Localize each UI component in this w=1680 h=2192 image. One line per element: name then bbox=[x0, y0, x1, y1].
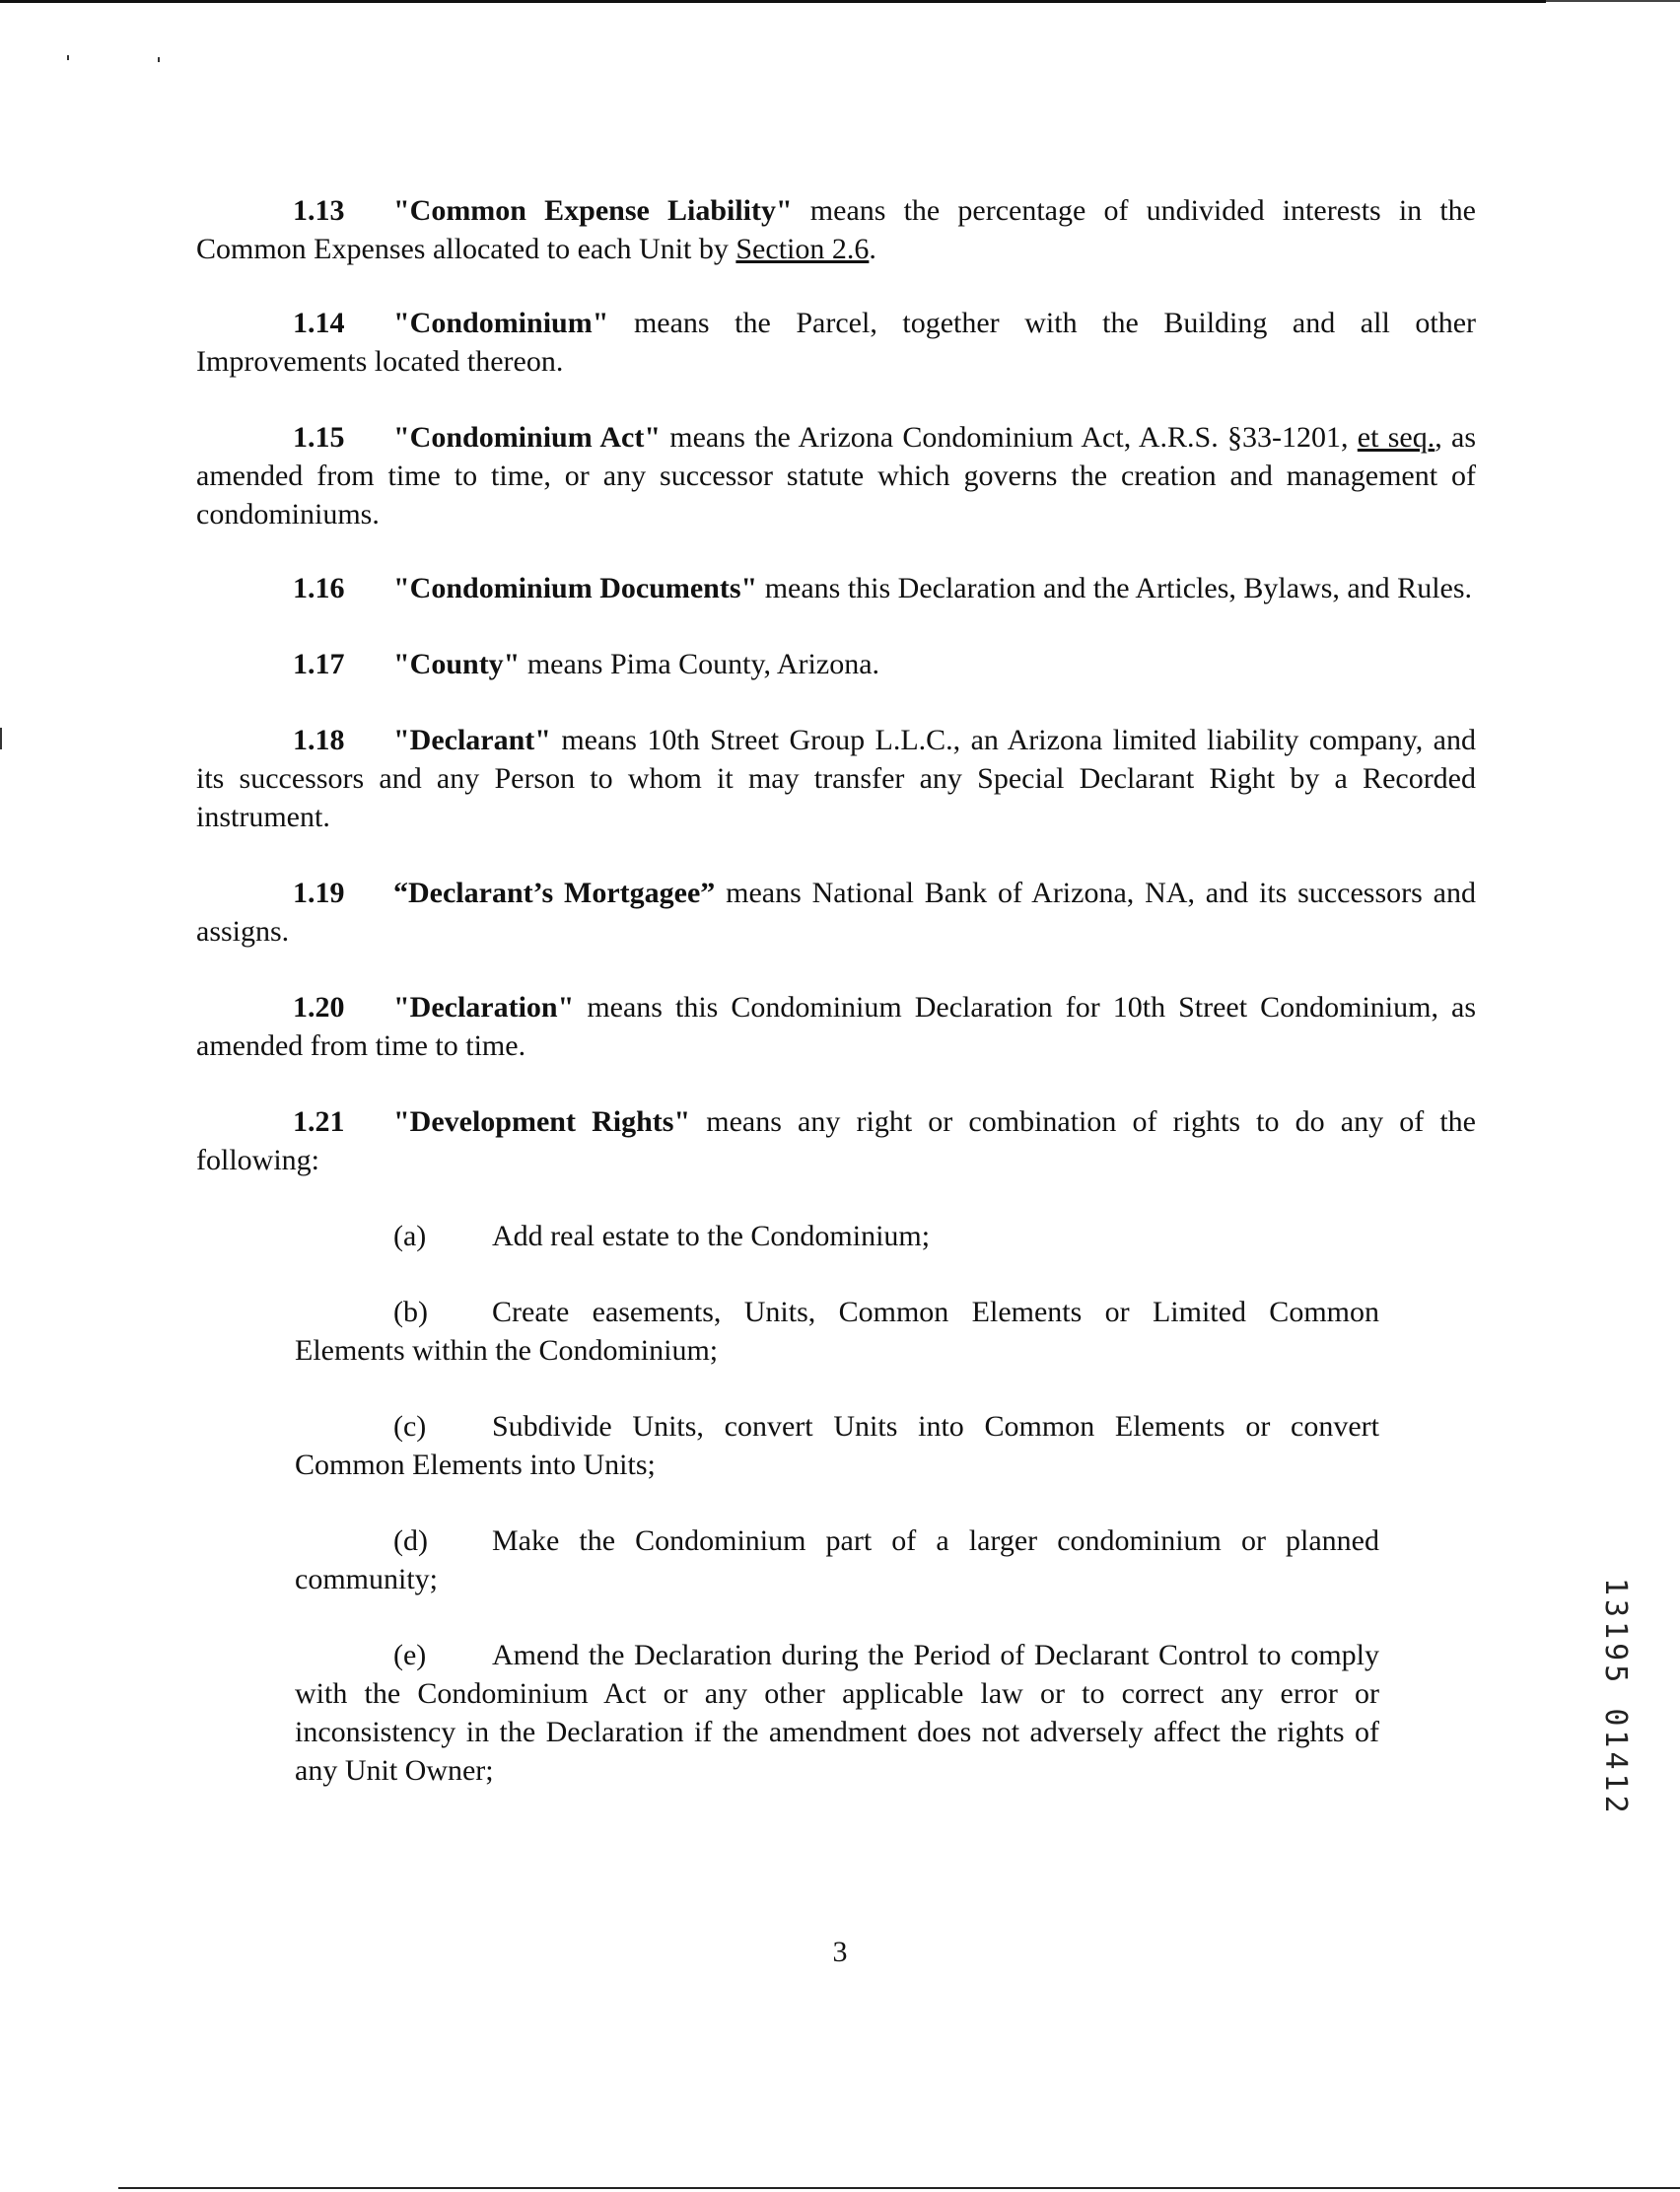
section-number: 1.17 bbox=[293, 648, 345, 680]
defined-term: “Declarant’s Mortgagee” bbox=[393, 877, 716, 909]
defined-term: "Condominium Act" bbox=[393, 421, 661, 454]
definition-1-17 bbox=[196, 645, 1476, 683]
sub-item-label: (e) bbox=[393, 1639, 427, 1671]
definition-1-15 bbox=[196, 418, 1476, 533]
definition-text: means National Bank of Arizona, NA, and its successors and assigns. bbox=[196, 877, 1476, 948]
definition-text: means Pima County, Arizona. bbox=[520, 648, 880, 680]
scan-bottom-border bbox=[118, 2187, 1680, 2189]
sub-item-text: Create easements, Units, Common Elements or Limited Common Elements within the Condominium; bbox=[295, 1296, 1379, 1367]
definition-1-21 bbox=[196, 1102, 1476, 1179]
definition-1-13 bbox=[196, 191, 1476, 268]
definition-text: means the Arizona Condominium Act, A.R.S. §33-1201, bbox=[660, 421, 1358, 454]
section-number: 1.16 bbox=[293, 572, 345, 604]
definition-1-14 bbox=[196, 304, 1476, 381]
development-right-c bbox=[295, 1407, 1379, 1484]
section-number: 1.13 bbox=[293, 194, 345, 227]
page-number: 3 bbox=[832, 1936, 848, 1968]
sub-item-text: Amend the Declaration during the Period of Declarant Control to comply with the Condominium Act or any other applicable law or to correct any error or inconsistency in the Declaration if the amendment does not adversely affect the rights of any Unit Owner; bbox=[295, 1639, 1379, 1787]
sub-item-text: Make the Condominium part of a larger condominium or planned community; bbox=[295, 1524, 1379, 1595]
defined-term: "Condominium Documents" bbox=[393, 572, 758, 604]
section-number: 1.15 bbox=[293, 421, 345, 454]
scan-top-border bbox=[0, 0, 1546, 3]
section-number: 1.14 bbox=[293, 307, 345, 339]
scan-speck bbox=[67, 55, 69, 60]
sub-item-label: (c) bbox=[393, 1410, 427, 1443]
definition-text: means this Declaration and the Articles, Bylaws, and Rules. bbox=[757, 572, 1473, 604]
definition-text: means this Condominium Declaration for 10th Street Condominium, as amended from time to time. bbox=[196, 991, 1476, 1062]
et-seq-reference: et seq. bbox=[1357, 421, 1435, 454]
definition-1-18 bbox=[196, 721, 1476, 836]
sub-item-text: Add real estate to the Condominium; bbox=[492, 1220, 931, 1252]
development-right-e bbox=[295, 1636, 1379, 1790]
sub-item-label: (b) bbox=[393, 1296, 428, 1328]
defined-term: "Declarant" bbox=[393, 724, 551, 756]
development-right-b bbox=[295, 1293, 1379, 1370]
definition-1-16 bbox=[196, 569, 1476, 607]
definition-text: means 10th Street Group L.L.C., an Arizona limited liability company, and its successors and any Person to whom it may transfer any Special Declarant Right by a Recorded instrument. bbox=[196, 724, 1476, 833]
bates-stamp: 13195 01412 bbox=[1598, 1578, 1633, 1817]
sub-item-label: (d) bbox=[393, 1524, 428, 1557]
definition-text-end: , as amended from time to time, or any successor statute which governs the creation and management of condominiums. bbox=[196, 421, 1477, 530]
scan-top-border-tail bbox=[1546, 0, 1680, 2]
scan-speck bbox=[158, 57, 160, 62]
definition-text: means any right or combination of rights to do any of the following: bbox=[196, 1105, 1476, 1176]
definition-text: means the percentage of undivided interests in the Common Expenses allocated to each Unit by bbox=[196, 194, 1476, 265]
definition-1-20 bbox=[196, 988, 1476, 1065]
scan-left-mark bbox=[0, 728, 2, 749]
defined-term: "Condominium" bbox=[393, 307, 609, 339]
definition-text: means the Parcel, together with the Building and all other Improvements located thereon. bbox=[196, 307, 1476, 378]
sub-item-text: Subdivide Units, convert Units into Common Elements or convert Common Elements into Units; bbox=[295, 1410, 1379, 1481]
section-number: 1.21 bbox=[293, 1105, 345, 1138]
defined-term: "Common Expense Liability" bbox=[393, 194, 793, 227]
section-number: 1.19 bbox=[293, 877, 345, 909]
defined-term: "County" bbox=[393, 648, 521, 680]
development-right-a bbox=[295, 1217, 1379, 1255]
section-number: 1.20 bbox=[293, 991, 345, 1024]
section-reference-link: Section 2.6 bbox=[735, 233, 870, 265]
sub-item-label: (a) bbox=[393, 1220, 427, 1252]
document-body bbox=[196, 191, 1476, 1827]
development-right-d bbox=[295, 1521, 1379, 1598]
definition-1-19 bbox=[196, 874, 1476, 951]
definition-text-end: . bbox=[869, 233, 876, 265]
defined-term: "Development Rights" bbox=[393, 1105, 691, 1138]
defined-term: "Declaration" bbox=[393, 991, 575, 1024]
section-number: 1.18 bbox=[293, 724, 345, 756]
